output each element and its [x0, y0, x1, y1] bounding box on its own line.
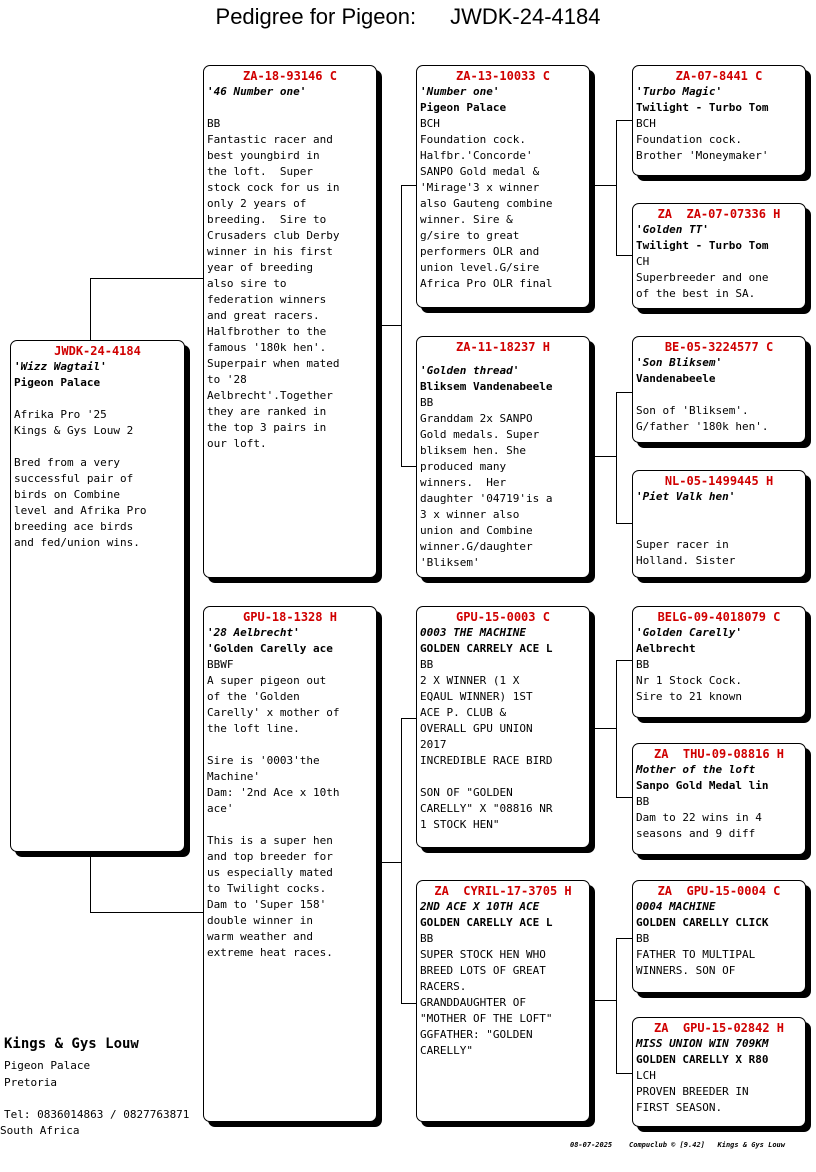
notes: Superbreeder and one of the best in SA. [636, 271, 769, 300]
pigeon-name: 'Son Bliksem' [636, 356, 723, 369]
ring-number: NL-05-1499445 H [664, 474, 774, 488]
ring-number: BE-05-3224577 C [664, 340, 774, 354]
color-code: BCH [420, 117, 440, 130]
ring-number: ZA-07-8441 C [675, 69, 763, 83]
print-date: 08-07-2025 [570, 1141, 613, 1149]
ring-number: ZA CYRIL-17-3705 H [434, 884, 572, 898]
breeder: Aelbrecht [636, 642, 696, 655]
ring-number: ZA THU-09-08816 H [653, 747, 785, 761]
pigeon-name: 'Golden thread' [420, 364, 520, 377]
color-code: BB [207, 117, 221, 130]
great-grandparent-card-4[interactable] [632, 470, 806, 578]
ring-number: ZA-18-93146 C [243, 69, 337, 83]
owner-country: South Africa [0, 1124, 80, 1137]
great-grandparent-card-1[interactable] [632, 65, 806, 176]
owner-name: Kings & Gys Louw [4, 1036, 139, 1052]
pigeon-name: Mother of the loft [636, 763, 756, 776]
color-code: BB [636, 658, 650, 671]
page-title [0, 4, 816, 30]
ring-number: ZA GPU-15-0004 C [657, 884, 781, 898]
pigeon-name: 'Golden Carelly' [636, 626, 742, 639]
notes: Afrika Pro '25 Kings & Gys Louw 2 Bred from a very successful pair of birds on Combine level and Afrika Pro breeding ace birds and fed/union wins. [14, 408, 147, 549]
pigeon-name: 'Wizz Wagtail' [14, 360, 107, 373]
breeder: GOLDEN CARRELY ACE L [420, 642, 553, 655]
breeder: Bliksem Vandenabeele [420, 380, 553, 393]
ring-number: ZA-13-10033 C [456, 69, 550, 83]
breeder: Twilight - Turbo Tom [636, 239, 769, 252]
print-info [570, 1141, 785, 1149]
dam-card[interactable] [203, 606, 377, 1122]
pigeon-name: 'Golden TT' [636, 223, 709, 236]
breeder: GOLDEN CARELLY CLICK [636, 916, 769, 929]
grandparent-card-1[interactable] [416, 65, 590, 308]
pigeon-name: 'Turbo Magic' [636, 85, 723, 98]
great-grandparent-card-7[interactable] [632, 880, 806, 993]
notes: SUPER STOCK HEN WHO BREED LOTS OF GREAT RACERS. GRANDDAUGHTER OF "MOTHER OF THE LOFT" GGFATHER: "GOLDEN CARELLY" [420, 948, 553, 1057]
breeder: GOLDEN CARELLY ACE L [420, 916, 553, 929]
color-code: BB [420, 396, 434, 409]
breeder: Vandenabeele [636, 372, 716, 385]
subject-card[interactable] [10, 340, 185, 852]
pigeon-name: 0004 MACHINE [636, 900, 716, 913]
notes: Foundation cock. Brother 'Moneymaker' [636, 133, 769, 162]
color-code: BBWF [207, 658, 234, 671]
sire-card[interactable] [203, 65, 377, 578]
ring-number: GPU-18-1328 H [243, 610, 337, 624]
great-grandparent-card-6[interactable] [632, 743, 806, 855]
notes: PROVEN BREEDER IN FIRST SEASON. [636, 1085, 749, 1114]
ring-number: ZA GPU-15-02842 H [653, 1021, 785, 1035]
color-code: BCH [636, 117, 656, 130]
color-code [636, 387, 802, 403]
color-code: BB [420, 932, 434, 945]
pigeon-name: MISS UNION WIN 709KM [636, 1037, 769, 1050]
pigeon-name: 2ND ACE X 10TH ACE [420, 900, 540, 913]
grandparent-card-2[interactable] [416, 336, 590, 578]
pigeon-name: '46 Number one' [207, 85, 307, 98]
owner-city: Pretoria [4, 1076, 57, 1089]
notes: Dam to 22 wins in 4 seasons and 9 diff [636, 811, 762, 840]
pigeon-name: 'Number one' [420, 85, 500, 98]
breeder: Sanpo Gold Medal lin [636, 779, 769, 792]
notes: 2 X WINNER (1 X EQAUL WINNER) 1ST ACE P. CLUB & OVERALL GPU UNION 2017 INCREDIBLE RACE BIRD SON OF "GOLDEN CARELLY" X "08816 NR 1 STOCK HEN" [420, 674, 553, 831]
ring-number: ZA-11-18237 H [456, 340, 550, 354]
color-code: LCH [636, 1069, 656, 1082]
owner-telephone: Tel: 0836014863 / 0827763871 [4, 1108, 190, 1121]
grandparent-card-4[interactable] [416, 880, 590, 1122]
breeder: Pigeon Palace [14, 376, 101, 389]
notes: Nr 1 Stock Cock. Sire to 21 known [636, 674, 742, 703]
title-pigeon-id: JWDK-24-4184 [450, 4, 601, 29]
great-grandparent-card-5[interactable] [632, 606, 806, 718]
notes: Foundation cock. Halfbr.'Concorde' SANPO Gold medal & 'Mirage'3 x winner also Gauteng combine winner. Sire & g/sire to great performers OLR and union level.G/sire Africa Pro OLR final [420, 133, 553, 290]
ring-number: JWDK-24-4184 [54, 344, 141, 358]
notes: Granddam 2x SANPO Gold medals. Super bliksem hen. She produced many winners. Her daughter '04719'is a 3 x winner also union and Combine winner.G/daughter 'Bliksem' [420, 412, 553, 569]
notes: A super pigeon out of the 'Golden Carelly' x mother of the loft line. Sire is '0003'the Machine' Dam: '2nd Ace x 10th ace' This is a super hen and top breeder for us especially mated to Twilight cocks. Dam to 'Super 158' double winner in warm weather and extreme heat races. [207, 674, 340, 959]
color-code: BB [636, 795, 650, 808]
breeder: Twilight - Turbo Tom [636, 101, 769, 114]
breeder [207, 100, 373, 116]
notes: FATHER TO MULTIPAL WINNERS. SON OF [636, 948, 756, 977]
great-grandparent-card-2[interactable] [632, 203, 806, 309]
owner-loft: Pigeon Palace [4, 1059, 91, 1072]
breeder: Pigeon Palace [420, 101, 507, 114]
color-code: BB [636, 932, 650, 945]
pigeon-name: '28 Aelbrecht' [207, 626, 300, 639]
color-code: BB [420, 658, 434, 671]
great-grandparent-card-3[interactable] [632, 336, 806, 443]
notes: Super racer in Holland. Sister [636, 538, 736, 567]
print-owner: Kings & Gys Louw [717, 1141, 785, 1149]
pigeon-name: 'Piet Valk hen' [636, 490, 736, 503]
great-grandparent-card-8[interactable] [632, 1017, 806, 1127]
ring-number: BELG-09-4018079 C [657, 610, 781, 624]
breeder [636, 505, 802, 521]
notes: Fantastic racer and best youngbird in the loft. Super stock cock for us in only 2 years of breeding. Sire to Crusaders club Derby winner in his first year of breeding also sire to federation winners and great racers. Halfbrother to the famous '180k hen'. Superpair when mated to '28 Aelbrecht'.Together they are ranked in the top 3 pairs in our loft. [207, 133, 340, 450]
breeder: GOLDEN CARELLY X R80 [636, 1053, 769, 1066]
pigeon-name: 0003 THE MACHINE [420, 626, 526, 639]
breeder: 'Golden Carelly ace [207, 642, 333, 655]
ring-number: ZA ZA-07-07336 H [657, 207, 781, 221]
grandparent-card-3[interactable] [416, 606, 590, 848]
ring-number: GPU-15-0003 C [456, 610, 550, 624]
software-credit: Compuclub © [9.42] [629, 1141, 705, 1149]
color-code: CH [636, 255, 650, 268]
notes: Son of 'Bliksem'. G/father '180k hen'. [636, 404, 769, 433]
title-label: Pedigree for Pigeon: [215, 4, 417, 29]
